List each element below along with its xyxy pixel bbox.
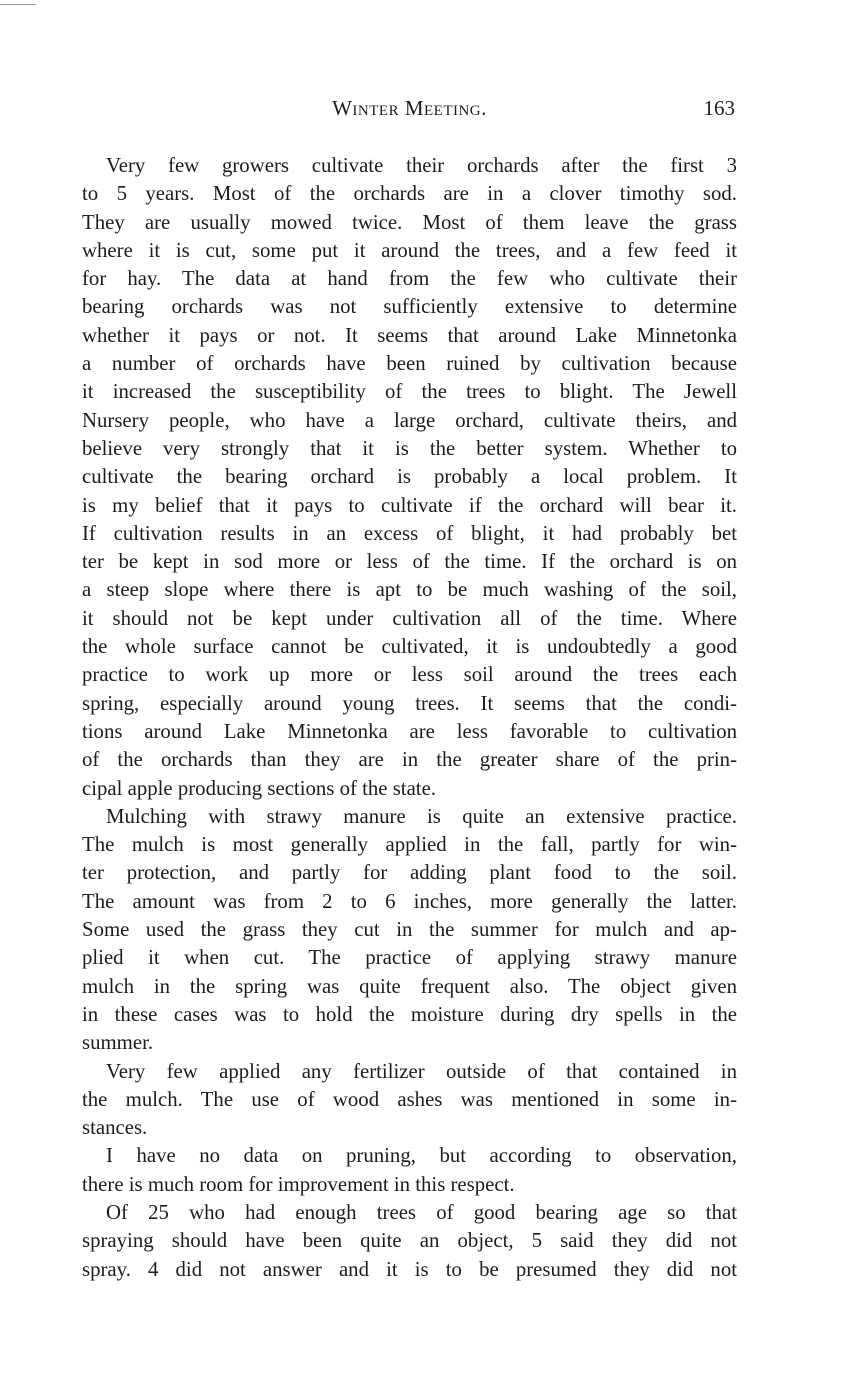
text-line: the whole surface cannot be cultivated, it is undoubtedly a good — [82, 635, 737, 659]
text-line: cipal apple producing sections of the state. — [82, 776, 437, 800]
text-line: plied it when cut. The practice of applying strawy manure — [82, 946, 737, 970]
scan-edge-mark — [0, 4, 36, 5]
text-line: a number of orchards have been ruined by cultivation because — [82, 352, 737, 376]
text-line: for hay. The data at hand from the few who cultivate their — [82, 267, 737, 291]
text-line: tions around Lake Minnetonka are less favorable to cultivation — [82, 719, 737, 743]
text-line: summer. — [82, 1031, 154, 1055]
text-line: bearing orchards was not sufficiently extensive to determine — [82, 295, 737, 319]
text-line: Very few growers cultivate their orchards after the first 3 — [106, 154, 737, 177]
running-title: Winter Meeting. — [332, 96, 487, 120]
page-number: 163 — [703, 96, 735, 120]
body-text — [82, 152, 737, 1284]
text-line: If cultivation results in an excess of blight, it had probably bet — [82, 521, 737, 545]
text-line: cultivate the bearing orchard is probably a local problem. It — [82, 465, 737, 489]
text-line: to 5 years. Most of the orchards are in a clover timothy sod. — [82, 182, 737, 206]
text-line: believe very strongly that it is the better system. Whether to — [82, 436, 737, 460]
text-line: ter protection, and partly for adding plant food to the soil. — [82, 861, 737, 885]
text-line: in these cases was to hold the moisture during dry spells in the — [82, 1002, 737, 1026]
text-line: a steep slope where there is apt to be much washing of the soil, — [82, 578, 737, 602]
paragraph-fertilizer — [82, 1058, 737, 1143]
text-line: the mulch. The use of wood ashes was mentioned in some in- — [82, 1087, 737, 1111]
text-line: spraying should have been quite an object, 5 said they did not — [82, 1229, 737, 1253]
text-line: mulch in the spring was quite frequent also. The object given — [82, 974, 737, 998]
text-line: spray. 4 did not answer and it is to be presumed they did not — [82, 1257, 737, 1281]
text-line: it should not be kept under cultivation all of the time. Where — [82, 606, 737, 630]
text-line: I have no data on pruning, but according to observation, — [106, 1144, 737, 1168]
book-page — [82, 96, 737, 1284]
text-line: Of 25 who had enough trees of good bearing age so that — [106, 1200, 737, 1224]
text-line: The mulch is most generally applied in the fall, partly for win- — [82, 833, 737, 857]
text-line: ter be kept in sod more or less of the time. If the orchard is on — [82, 550, 737, 574]
paragraph-spraying — [82, 1199, 737, 1284]
text-line: stances. — [82, 1116, 148, 1140]
text-line: They are usually mowed twice. Most of them leave the grass — [82, 210, 737, 234]
text-line: The amount was from 2 to 6 inches, more generally the latter. — [82, 889, 737, 913]
text-line: Very few applied any fertilizer outside of that contained in — [106, 1059, 737, 1083]
text-line: there is much room for improvement in this respect. — [82, 1172, 515, 1196]
text-line: is my belief that it pays to cultivate if the orchard will bear it. — [82, 493, 737, 517]
text-line: whether it pays or not. It seems that around Lake Minnetonka — [82, 323, 737, 347]
text-line: Mulching with strawy manure is quite an extensive practice. — [106, 804, 737, 828]
paragraph-cultivation — [82, 152, 737, 803]
paragraph-mulching — [82, 803, 737, 1058]
running-head — [82, 96, 737, 132]
text-line: where it is cut, some put it around the trees, and a few feed it — [82, 238, 737, 262]
text-line: it increased the susceptibility of the trees to blight. The Jewell — [82, 380, 737, 404]
text-line: of the orchards than they are in the greater share of the prin- — [82, 748, 737, 772]
text-line: Some used the grass they cut in the summer for mulch and ap- — [82, 918, 737, 942]
text-line: spring, especially around young trees. It seems that the condi- — [82, 691, 737, 715]
paragraph-pruning — [82, 1142, 737, 1199]
text-line: Nursery people, who have a large orchard, cultivate theirs, and — [82, 408, 737, 432]
text-line: practice to work up more or less soil around the trees each — [82, 663, 737, 687]
